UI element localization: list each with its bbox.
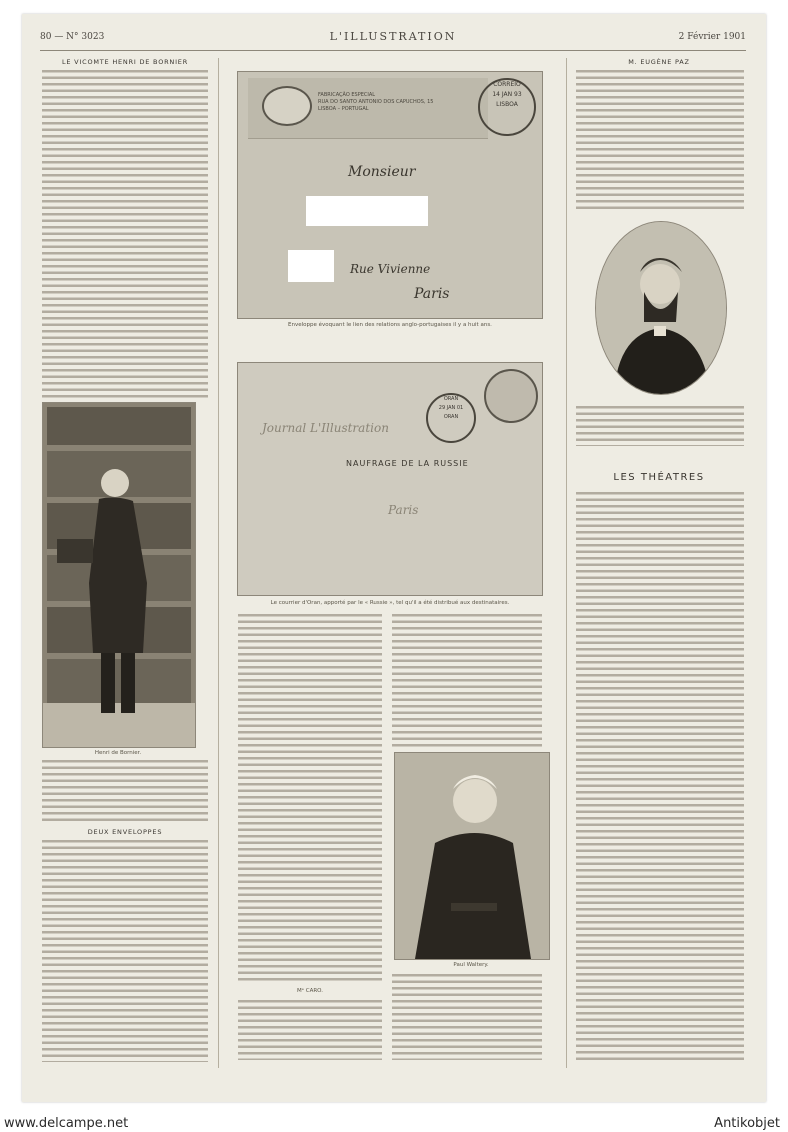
article-text-center-b bbox=[392, 614, 542, 748]
photo-caro bbox=[394, 752, 550, 960]
envelope1-address-1: Monsieur bbox=[348, 164, 416, 180]
portrait-paz bbox=[595, 221, 727, 395]
column-rule-2 bbox=[566, 58, 567, 1068]
postmark-lisbon: CORREIO 14 JAN 93 LISBOA bbox=[478, 78, 536, 136]
article-text-paz bbox=[576, 70, 744, 210]
article-text-center-a-cont bbox=[238, 1000, 382, 1060]
article-title-bornier: LE VICOMTE HENRI DE BORNIER bbox=[61, 58, 189, 66]
envelope-lisbon bbox=[237, 71, 543, 319]
article-text-theatres bbox=[576, 492, 744, 1062]
caption-bornier: Henri de Bornier. bbox=[94, 750, 142, 756]
article-text-envelopes bbox=[42, 840, 208, 1062]
envelope1-address-2: Rue Vivienne bbox=[350, 262, 431, 276]
crest-icon bbox=[262, 86, 312, 126]
caro-illustration bbox=[395, 753, 549, 959]
letterhead-line-1: FABRICAÇÃO ESPECIAL bbox=[318, 92, 376, 98]
envelope1-address-3: Paris bbox=[414, 286, 450, 302]
article-title-envelopes: DEUX ENVELOPPES bbox=[87, 828, 163, 836]
redaction-block-1 bbox=[306, 196, 428, 226]
newspaper-page bbox=[22, 14, 766, 1102]
envelope2-address-2: Paris bbox=[388, 503, 419, 517]
article-text-center-b-cont bbox=[392, 974, 542, 1060]
article-title-paz: M. EUGÈNE PAZ bbox=[628, 58, 690, 66]
issue-date: 2 Février 1901 bbox=[678, 32, 746, 42]
article-text-bornier-cont bbox=[42, 760, 208, 822]
page-number: 80 — N° 3023 bbox=[40, 32, 105, 42]
watermark-delcampe: www.delcampe.net bbox=[4, 1116, 129, 1131]
caption-envelope-lisbon: Enveloppe évoquant le lien des relations anglo-portugaises il y a huit ans. bbox=[288, 322, 492, 328]
publication-title: L'ILLUSTRATION bbox=[329, 30, 457, 43]
letterhead-line-3: LISBOA – PORTUGAL bbox=[318, 106, 369, 112]
article-text-paz-cont bbox=[576, 406, 744, 446]
bornier-illustration bbox=[43, 403, 195, 747]
postmark-oran: ORAN 29 JAN 01 ORAN bbox=[426, 393, 476, 443]
caption-waltery: Paul Waltery. bbox=[453, 962, 489, 968]
watermark-antikobjet: Antikobjet bbox=[714, 1116, 780, 1131]
postage-stamp bbox=[484, 369, 538, 423]
header-rule bbox=[40, 50, 746, 51]
page-header bbox=[40, 30, 746, 48]
redaction-block-2 bbox=[288, 250, 334, 282]
caption-envelope-oran: Le courrier d'Oran, apporté par le « Russie », tel qu'il a été distribué aux destinataires. bbox=[270, 600, 510, 606]
envelope-letterhead bbox=[248, 78, 488, 139]
envelope2-address-1: Journal L'Illustration bbox=[262, 421, 389, 435]
caption-caro: Mᵉ CARO. bbox=[296, 988, 324, 994]
photo-bornier bbox=[42, 402, 196, 748]
section-title-theatres: LES THÉATRES bbox=[613, 472, 705, 483]
paz-illustration bbox=[596, 222, 726, 394]
envelope-oran bbox=[237, 362, 543, 596]
column-rule-1 bbox=[218, 58, 219, 1068]
article-text-center-a bbox=[238, 614, 382, 984]
letterhead-line-2: RUA DO SANTO ANTONIO DOS CAPUCHOS, 15 bbox=[318, 99, 434, 105]
shipwreck-stamp: NAUFRAGE DE LA RUSSIE bbox=[346, 459, 469, 468]
article-text-bornier bbox=[42, 70, 208, 400]
